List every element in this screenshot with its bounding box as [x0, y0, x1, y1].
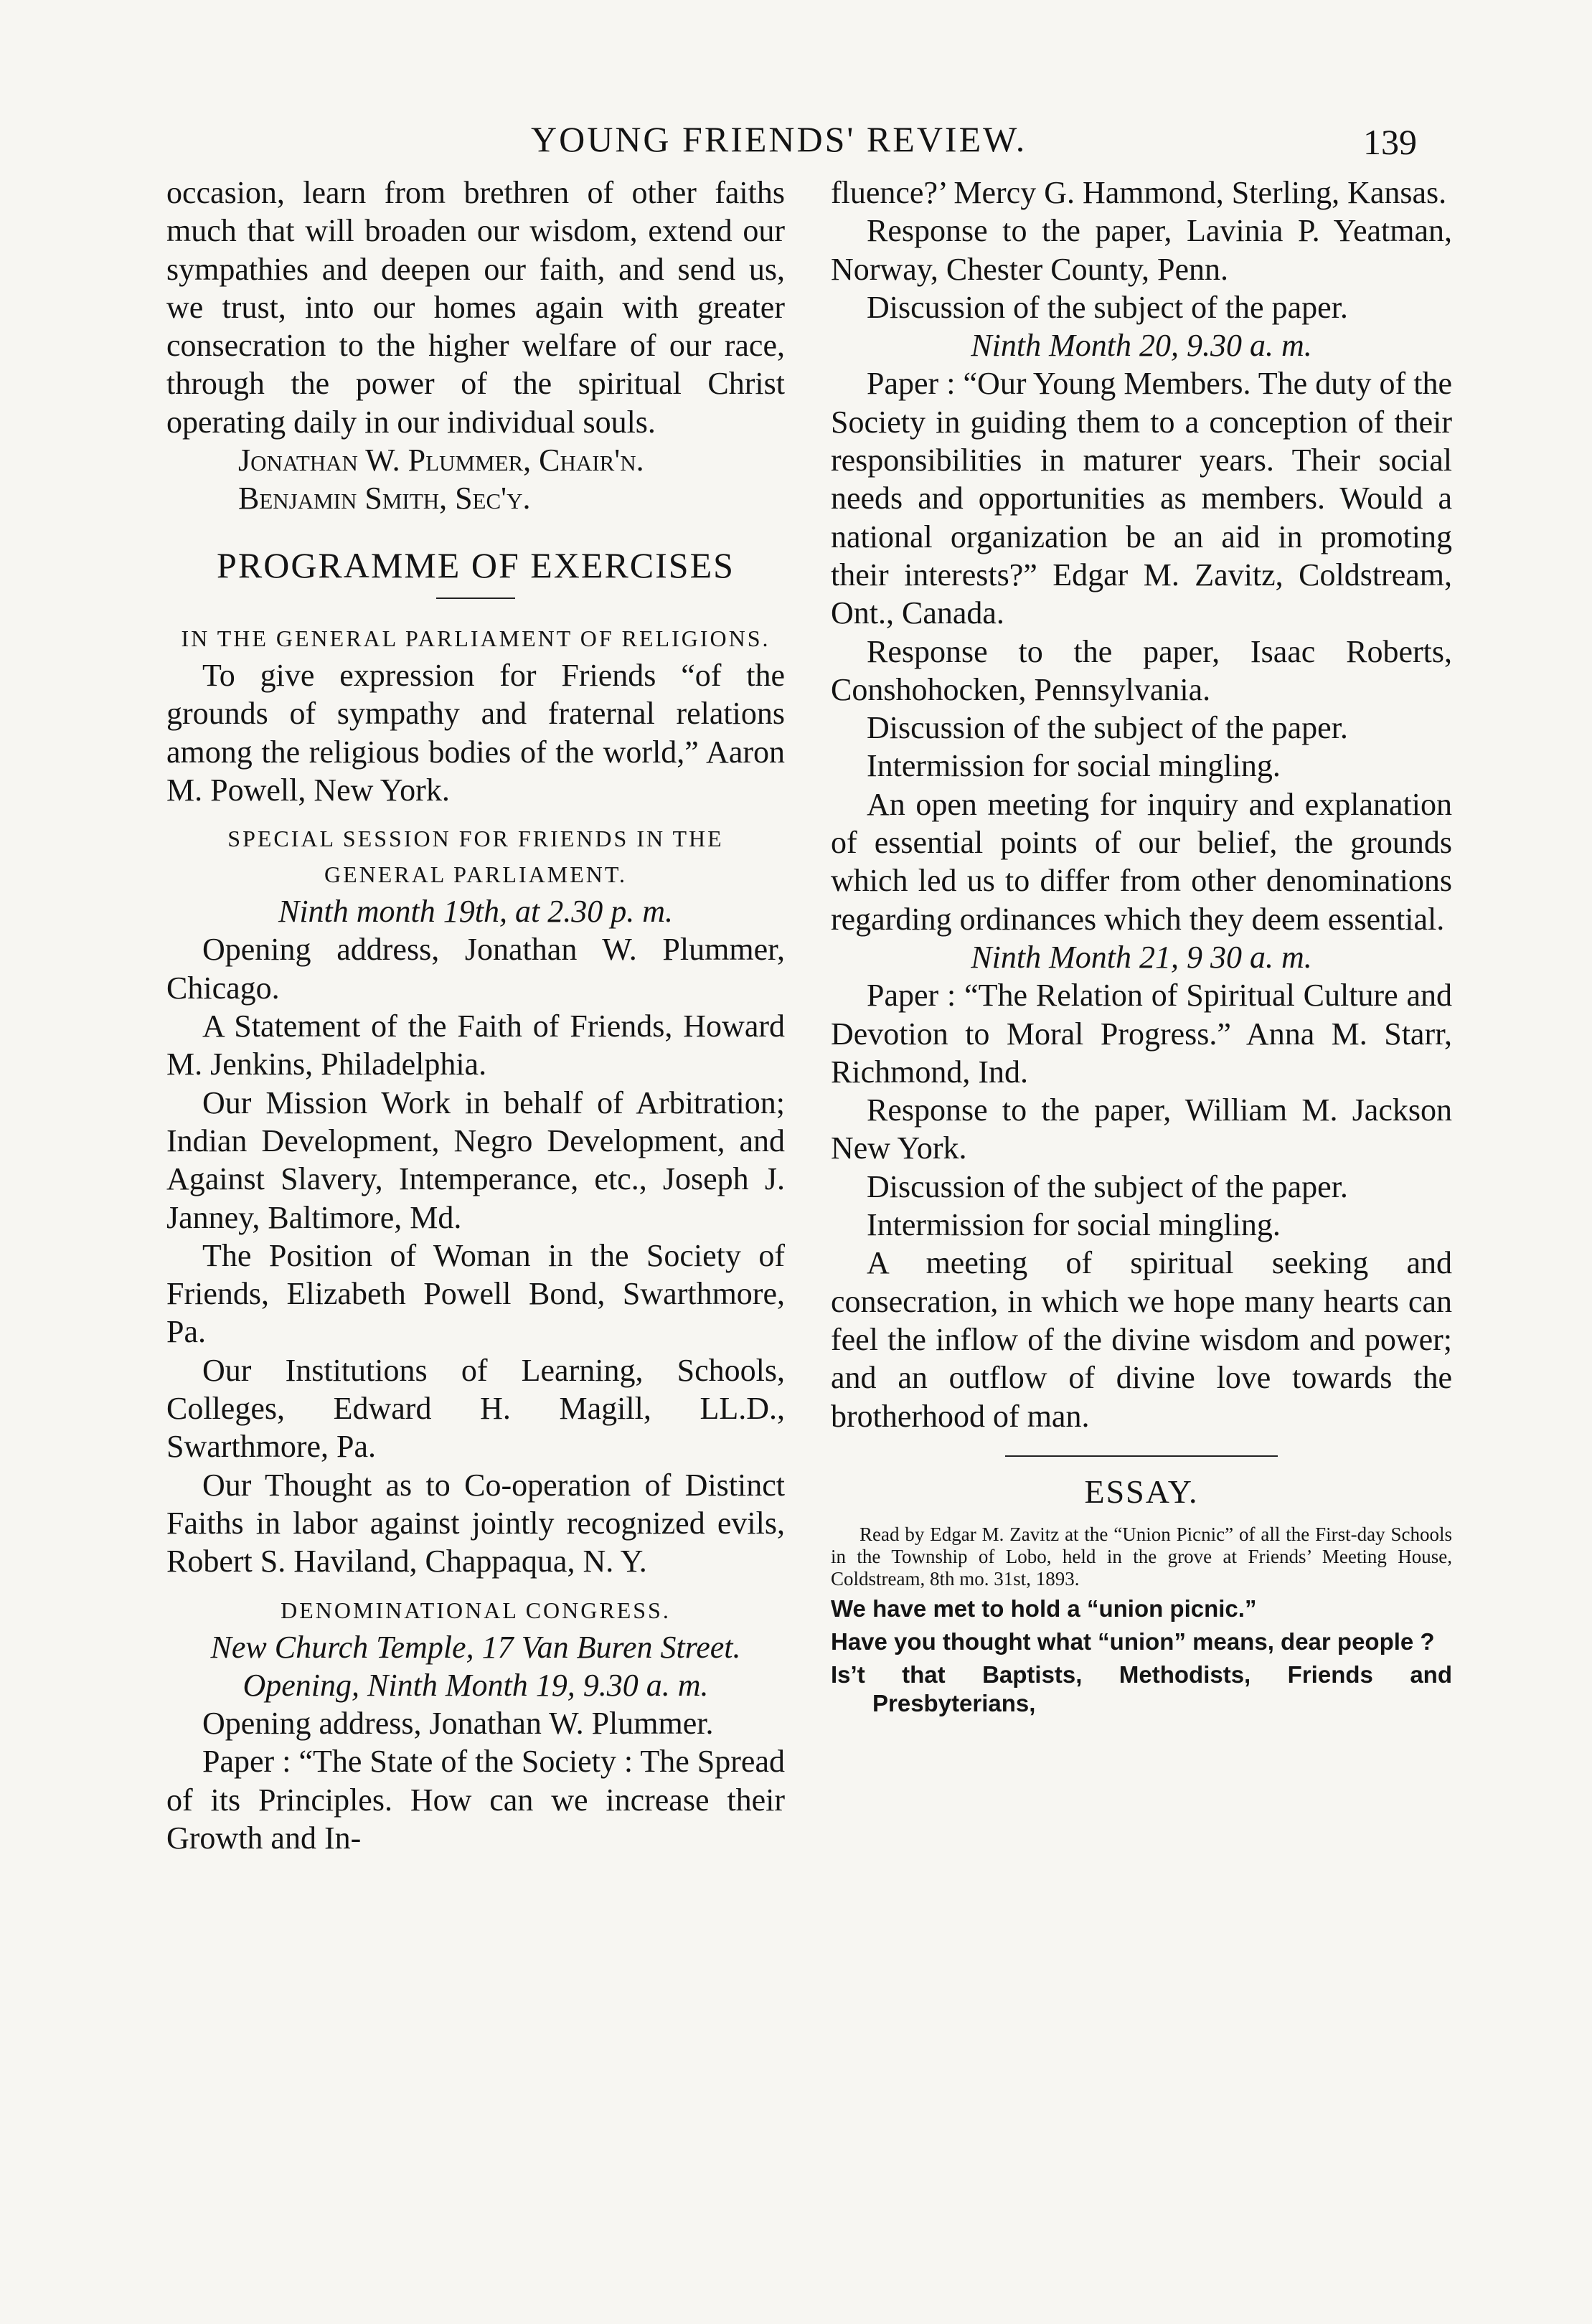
- session-date: Ninth Month 21, 9 30 a. m.: [971, 939, 1312, 975]
- programme-item: Our Mission Work in behalf of Arbitration; Indian Development, Negro Development, and Against Slavery, Intemperance, etc., Joseph J. Janney, Baltimore, Md.: [166, 1085, 785, 1235]
- special-session-heading: SPECIAL SESSION FOR FRIENDS IN THE GENERAL PARLIAMENT.: [227, 826, 724, 888]
- verse-line: We have met to hold a “union picnic.”: [831, 1595, 1257, 1622]
- programme-item: A meeting of spiritual seeking and consecration, in which we hope many hearts can feel the inflow of the divine wisdom and power; and an outflow of divine love towards the brotherhood of man.: [831, 1245, 1452, 1434]
- programme-item: Paper : “The Relation of Spiritual Culture and Devotion to Moral Progress.” Anna M. Starr, Richmond, Ind.: [831, 978, 1452, 1090]
- running-header: [0, 118, 1592, 176]
- programme-item: Discussion of the subject of the paper.: [867, 1168, 1348, 1204]
- programme-item: Our Thought as to Co-operation of Distinct Faiths in labor against jointly recognized evils, Robert S. Haviland, Chappaqua, N. Y.: [166, 1467, 785, 1579]
- continuation-paragraph: occasion, learn from brethren of other faiths much that will broaden our wisdom, extend our sympathies and deepen our faith, and send us, we trust, into our homes again with greater consecration to the higher welfare of our race, through the power of the spiritual Christ operating daily in our individual souls.: [166, 175, 785, 440]
- session-date: Ninth month 19th, at 2.30 p. m.: [278, 894, 674, 930]
- signature-secretary: Benjamin Smith, Sec'y.: [238, 481, 531, 516]
- signature-chair: Jonathan W. Plummer, Chair'n.: [238, 443, 644, 478]
- divider: [1005, 1455, 1278, 1457]
- verse-line: Is’t that Baptists, Methodists, Friends and Presbyterians,: [831, 1661, 1452, 1717]
- programme-heading: PROGRAMME OF EXERCISES: [217, 544, 735, 585]
- programme-item: Intermission for social mingling.: [867, 1207, 1281, 1243]
- programme-item: Discussion of the subject of the paper.: [867, 710, 1348, 746]
- programme-item: The Position of Woman in the Society of Friends, Elizabeth Powell Bond, Swarthmore, Pa.: [166, 1237, 785, 1350]
- programme-item: Response to the paper, Isaac Roberts, Conshohocken, Pennsylvania.: [831, 633, 1452, 707]
- right-column: [831, 174, 1452, 1718]
- verse-line: Have you thought what “union” means, dear people ?: [831, 1628, 1435, 1655]
- programme-item: Response to the paper, William M. Jackson New York.: [831, 1092, 1452, 1166]
- congress-item: Paper : “The State of the Society : The Spread of its Principles. How can we increase their Growth and In-: [166, 1744, 785, 1856]
- programme-item: A Statement of the Faith of Friends, Howard M. Jenkins, Philadelphia.: [166, 1009, 785, 1082]
- divider: [436, 597, 515, 599]
- congress-place: New Church Temple, 17 Van Buren Street. Opening, Ninth Month 19, 9.30 a. m.: [210, 1629, 741, 1703]
- essay-note: Read by Edgar M. Zavitz at the “Union Picnic” of all the First-day Schools in the Township of Lobo, held in the grove at Friends’ Meeting House, Coldstream, 8th mo. 31st, 1893.: [831, 1524, 1452, 1590]
- programme-item: An open meeting for inquiry and explanation of essential points of our belief, the grounds which led us to differ from other denominations regarding ordinances which they deem essential.: [831, 786, 1452, 937]
- essay-heading: ESSAY.: [1084, 1473, 1199, 1510]
- left-column: [166, 174, 785, 1857]
- congress-item: Opening address, Jonathan W. Plummer.: [202, 1706, 714, 1742]
- continuation-paragraph: fluence?’ Mercy G. Hammond, Sterling, Kansas.: [831, 175, 1447, 210]
- programme-item: Opening address, Jonathan W. Plummer, Chicago.: [166, 932, 785, 1006]
- programme-subheading: IN THE GENERAL PARLIAMENT OF RELIGIONS.: [181, 625, 771, 651]
- session-date: Ninth Month 20, 9.30 a. m.: [971, 328, 1312, 364]
- programme-item: Response to the paper, Lavinia P. Yeatman, Norway, Chester County, Penn.: [831, 213, 1452, 287]
- programme-item: Intermission for social mingling.: [867, 748, 1281, 784]
- programme-item: Discussion of the subject of the paper.: [867, 289, 1348, 325]
- programme-item: Paper : “Our Young Members. The duty of the Society in guiding them to a conception of their responsibilities in maturer years. Their social needs and opportunities as members. Would a national organization be an aid in promoting their interests?” Edgar M. Zavitz, Coldstream, Ont., Canada.: [831, 366, 1452, 631]
- page-number: 139: [1363, 122, 1417, 162]
- intro-paragraph: To give expression for Friends “of the grounds of sympathy and fraternal relations among the religious bodies of the world,” Aaron M. Powell, New York.: [166, 657, 785, 808]
- running-title: YOUNG FRIENDS' REVIEW.: [531, 119, 1027, 159]
- congress-heading: DENOMINATIONAL CONGRESS.: [281, 1597, 671, 1623]
- programme-item: Our Institutions of Learning, Schools, Colleges, Edward H. Magill, LL.D., Swarthmore, Pa.: [166, 1352, 785, 1465]
